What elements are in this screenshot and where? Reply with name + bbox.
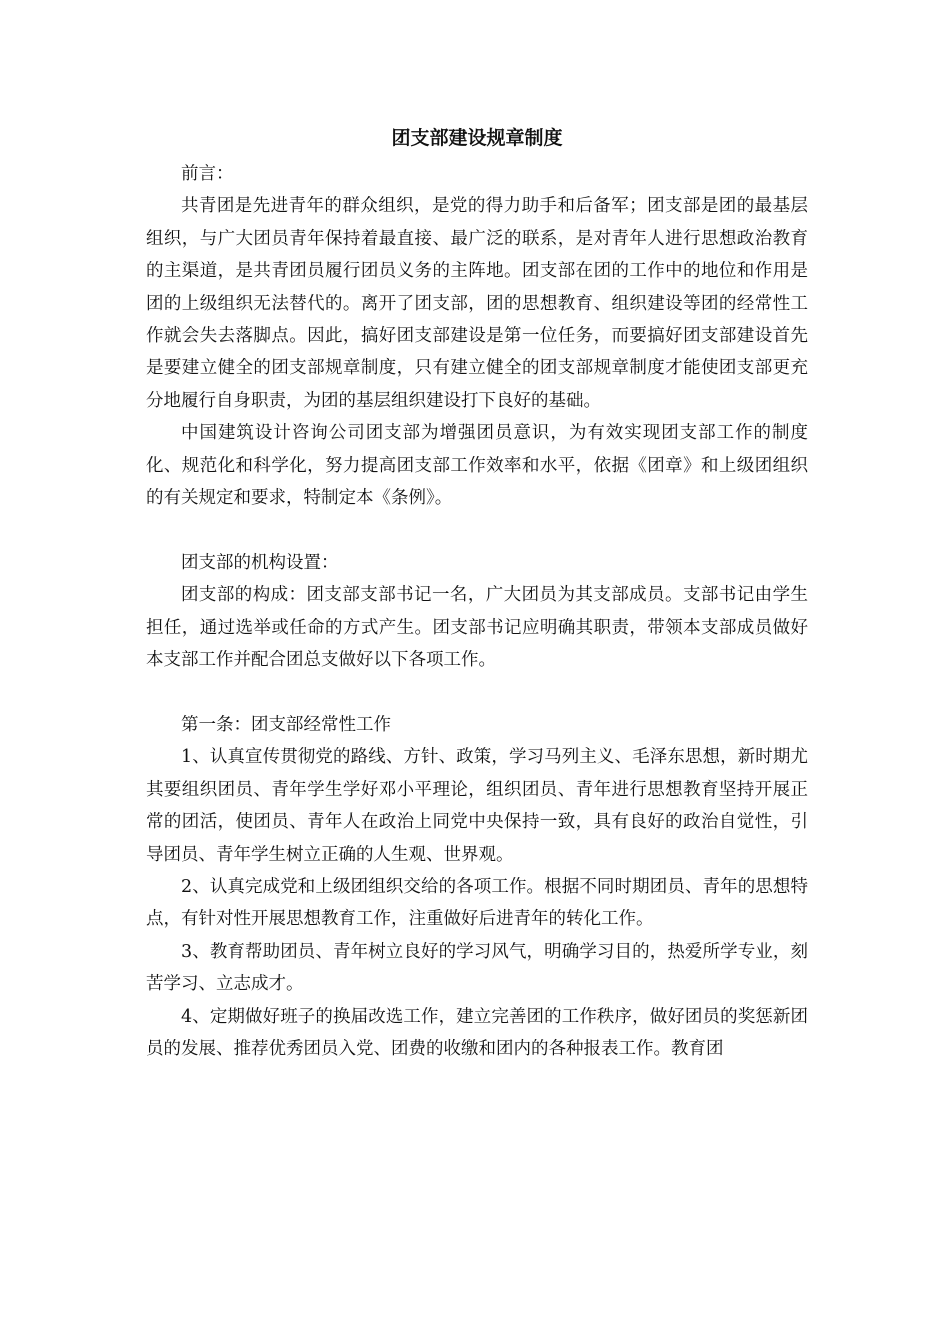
org-paragraph-1: 团支部的构成：团支部支部书记一名，广大团员为其支部成员。支部书记由学生担任，通过选举或任命的方式产生。团支部书记应明确其职责，带领本支部成员做好本支部工作并配合团总支做好以下各项工作。 xyxy=(146,585,808,671)
preface-paragraph-1: 共青团是先进青年的群众组织，是党的得力助手和后备军；团支部是团的最基层组织，与广大团员青年保持着最直接、最广泛的联系，是对青年人进行思想政治教育的主渠道，是共青团员履行团员义务的主阵地。团支部在团的工作中的地位和作用是团的上级组织无法替代的。离开了团支部，团的思想教育、组织建设等团的经常性工作就会失去落脚点。因此，搞好团支部建设是第一位任务，而要搞好团支部建设首先是要建立健全的团支部规章制度，只有建立健全的团支部规章制度才能使团支部更充分地履行自身职责，为团的基层组织建设打下良好的基础。 xyxy=(146,196,808,411)
article-1-item: 3、教育帮助团员、青年树立良好的学习风气，明确学习目的，热爱所学专业，刻苦学习、立志成才。 xyxy=(146,941,808,995)
document-body xyxy=(146,120,808,1065)
blank-line xyxy=(146,676,808,708)
preface-label: 前言： xyxy=(181,164,234,184)
preface-paragraph-2: 中国建筑设计咨询公司团支部为增强团员意识，为有效实现团支部工作的制度化、规范化和科学化，努力提高团支部工作效率和水平，依据《团章》和上级团组织的有关规定和要求，特制定本《条例》。 xyxy=(146,423,808,509)
article-1-item: 1、认真宣传贯彻党的路线、方针、政策，学习马列主义、毛泽东思想，新时期尤其要组织团员、青年学生学好邓小平理论，组织团员、青年进行思想教育坚持开展正常的团活，使团员、青年人在政治上同党中央保持一致，具有良好的政治自觉性，引导团员、青年学生树立正确的人生观、世界观。 xyxy=(146,747,808,865)
article-1-item: 4、定期做好班子的换届改选工作，建立完善团的工作秩序，做好团员的奖惩新团员的发展、推荐优秀团员入党、团费的收缴和团内的各种报表工作。教育团 xyxy=(146,1006,808,1059)
org-section-heading: 团支部的机构设置： xyxy=(181,552,339,573)
blank-line xyxy=(146,514,808,546)
article-1-heading: 第一条：团支部经常性工作 xyxy=(181,714,391,735)
document-title: 团支部建设规章制度 xyxy=(391,127,563,149)
article-1-item: 2、认真完成党和上级团组织交给的各项工作。根据不同时期团员、青年的思想特点，有针对性开展思想教育工作，注重做好后进青年的转化工作。 xyxy=(146,876,808,930)
